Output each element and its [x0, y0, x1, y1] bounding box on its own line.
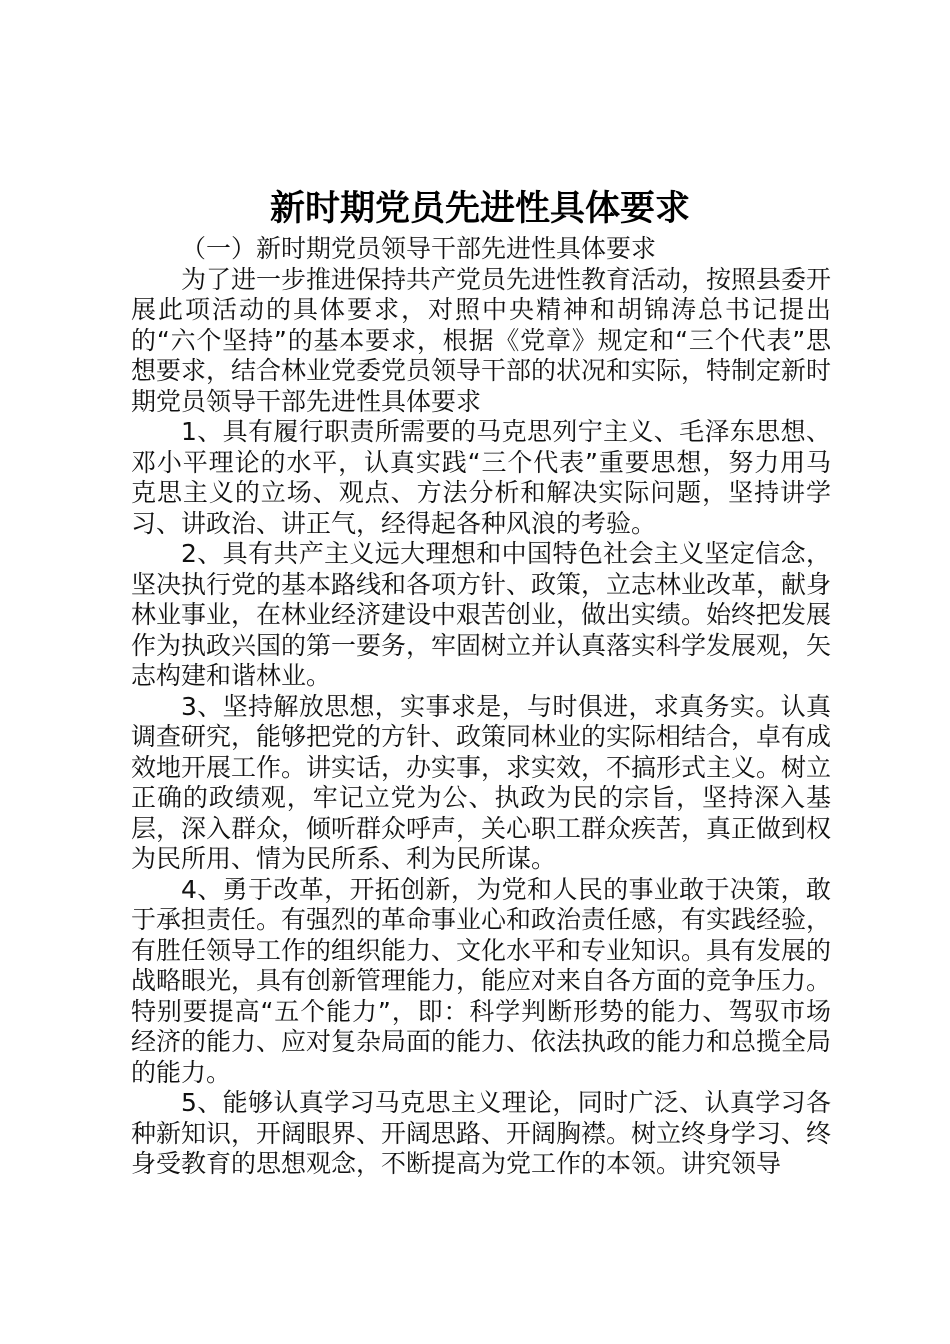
paragraph-item-1: 1、具有履行职责所需要的马克思列宁主义、毛泽东思想、邓小平理论的水平，认真实践“三个代表”重要思想，努力用马克思主义的立场、观点、方法分析和解决实际问题，坚持讲学习、讲政治、讲正气，经得起各种风浪的考验。: [131, 417, 831, 538]
paragraph-item-2: 2、具有共产主义远大理想和中国特色社会主义坚定信念，坚决执行党的基本路线和各项方针、政策，立志林业改革，献身林业事业，在林业经济建设中艰苦创业，做出实绩。始终把发展作为执政兴国的第一要务，牢固树立并认真落实科学发展观，矢志构建和谐林业。: [131, 539, 832, 690]
section-heading: （一）新时期党员领导干部先进性具体要求: [181, 234, 657, 263]
paragraph-item-5: 5、能够认真学习马克思主义理论，同时广泛、认真学习各种新知识，开阔眼界、开阔思路、开阔胸襟。树立终身学习、终身受教育的思想观念，不断提高为党工作的本领。讲究领导: [131, 1088, 832, 1178]
paragraph-intro: 为了进一步推进保持共产党员先进性教育活动，按照县委开展此项活动的具体要求，对照中央精神和胡锦涛总书记提出的“六个坚持”的基本要求，根据《党章》规定和“三个代表”思想要求，结合林业党委党员领导干部的状况和实际，特制定新时期党员领导干部先进性具体要求: [131, 264, 832, 416]
document-body: [131, 234, 831, 1180]
paragraph-item-4: 4、勇于改革，开拓创新，为党和人民的事业敢于决策，敢于承担责任。有强烈的革命事业心和政治责任感，有实践经验，有胜任领导工作的组织能力、文化水平和专业知识。具有发展的战略眼光，具有创新管理能力，能应对来自各方面的竞争压力。特别要提高“五个能力”，即：科学判断形势的能力、驾驭市场经济的能力、应对复杂局面的能力、依法执政的能力和总揽全局的能力。: [131, 874, 832, 1087]
paragraph-item-3: 3、坚持解放思想，实事求是，与时俱进，求真务实。认真调查研究，能够把党的方针、政策同林业的实际相结合，卓有成效地开展工作。讲实话，办实事，求实效，不搞形式主义。树立正确的政绩观，牢记立党为公、执政为民的宗旨，坚持深入基层，深入群众，倾听群众呼声，关心职工群众疾苦，真正做到权为民所用、情为民所系、利为民所谋。: [131, 691, 832, 873]
document-title: 新时期党员先进性具体要求: [269, 188, 690, 229]
